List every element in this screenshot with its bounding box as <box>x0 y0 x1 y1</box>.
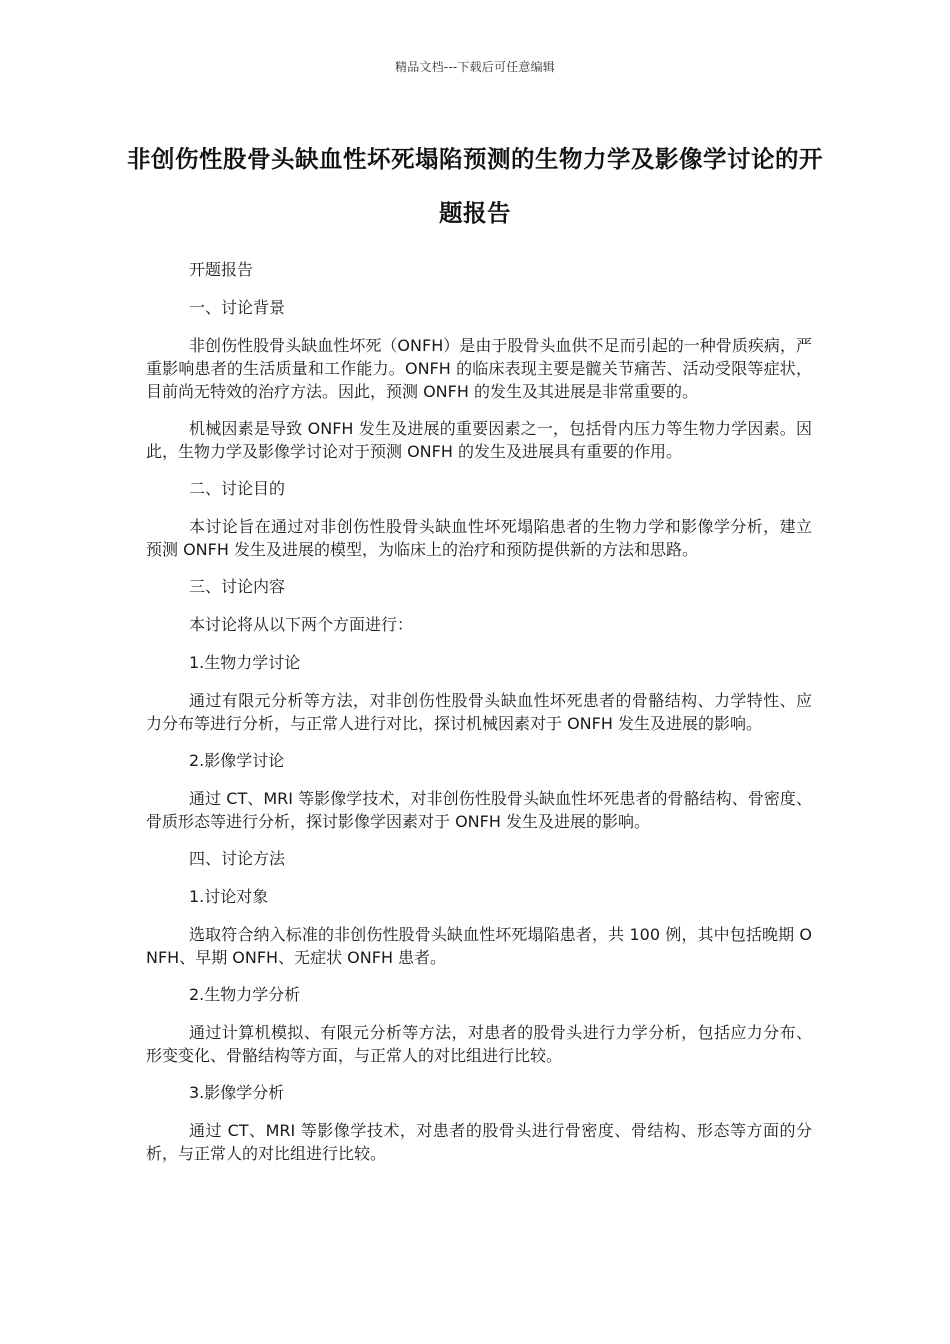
section-heading-purpose: 二、讨论目的 <box>189 479 286 498</box>
document-body <box>146 258 812 1179</box>
section-label-report: 开题报告 <box>189 260 254 279</box>
paragraph-subjects: 选取符合纳入标准的非创伤性股骨头缺血性坏死塌陷患者，共 100 例，其中包括晚期 ONFH、早期 ONFH、无症状 ONFH 患者。 <box>146 925 812 967</box>
paragraph-biomechanics: 通过有限元分析等方法，对非创伤性股骨头缺血性坏死患者的骨骼结构、力学特性、应力分布等进行分析，与正常人进行对比，探讨机械因素对于 ONFH 发生及进展的影响。 <box>146 691 812 733</box>
paragraph-imaging: 通过 CT、MRI 等影像学技术，对非创伤性股骨头缺血性坏死患者的骨骼结构、骨密度、骨质形态等进行分析，探讨影像学因素对于 ONFH 发生及进展的影响。 <box>146 789 812 831</box>
paragraph-background-2: 机械因素是导致 ONFH 发生及进展的重要因素之一，包括骨内压力等生物力学因素。因此，生物力学及影像学讨论对于预测 ONFH 的发生及进展具有重要的作用。 <box>146 419 812 461</box>
header-note: 精品文档---下载后可任意编辑 <box>395 60 555 74</box>
paragraph-background-1: 非创伤性股骨头缺血性坏死（ONFH）是由于股骨头血供不足而引起的一种骨质疾病，严重影响患者的生活质量和工作能力。ONFH 的临床表现主要是髋关节痛苦、活动受限等症状，目前尚无特效的治疗方法。因此，预测 ONFH 的发生及其进展是非常重要的。 <box>146 336 812 401</box>
subheading-imaging: 2.影像学讨论 <box>189 751 285 770</box>
paragraph-imaging-analysis: 通过 CT、MRI 等影像学技术，对患者的股骨头进行骨密度、骨结构、形态等方面的分析，与正常人的对比组进行比较。 <box>146 1121 812 1163</box>
paragraph-purpose: 本讨论旨在通过对非创伤性股骨头缺血性坏死塌陷患者的生物力学和影像学分析，建立预测 ONFH 发生及进展的模型，为临床上的治疗和预防提供新的方法和思路。 <box>146 517 812 559</box>
paragraph-biomechanical-analysis: 通过计算机模拟、有限元分析等方法，对患者的股骨头进行力学分析，包括应力分布、形变变化、骨骼结构等方面，与正常人的对比组进行比较。 <box>146 1023 812 1065</box>
section-heading-content: 三、讨论内容 <box>189 577 286 596</box>
section-heading-methods: 四、讨论方法 <box>189 849 286 868</box>
subheading-imaging-analysis: 3.影像学分析 <box>189 1083 285 1102</box>
subheading-biomechanics: 1.生物力学讨论 <box>189 653 301 672</box>
section-heading-background: 一、讨论背景 <box>189 298 286 317</box>
subheading-subjects: 1.讨论对象 <box>189 887 269 906</box>
document-title: 非创伤性股骨头缺血性坏死塌陷预测的生物力学及影像学讨论的开题报告 <box>127 145 823 227</box>
subheading-biomechanical-analysis: 2.生物力学分析 <box>189 985 301 1004</box>
paragraph-content-intro: 本讨论将从以下两个方面进行： <box>189 615 414 634</box>
